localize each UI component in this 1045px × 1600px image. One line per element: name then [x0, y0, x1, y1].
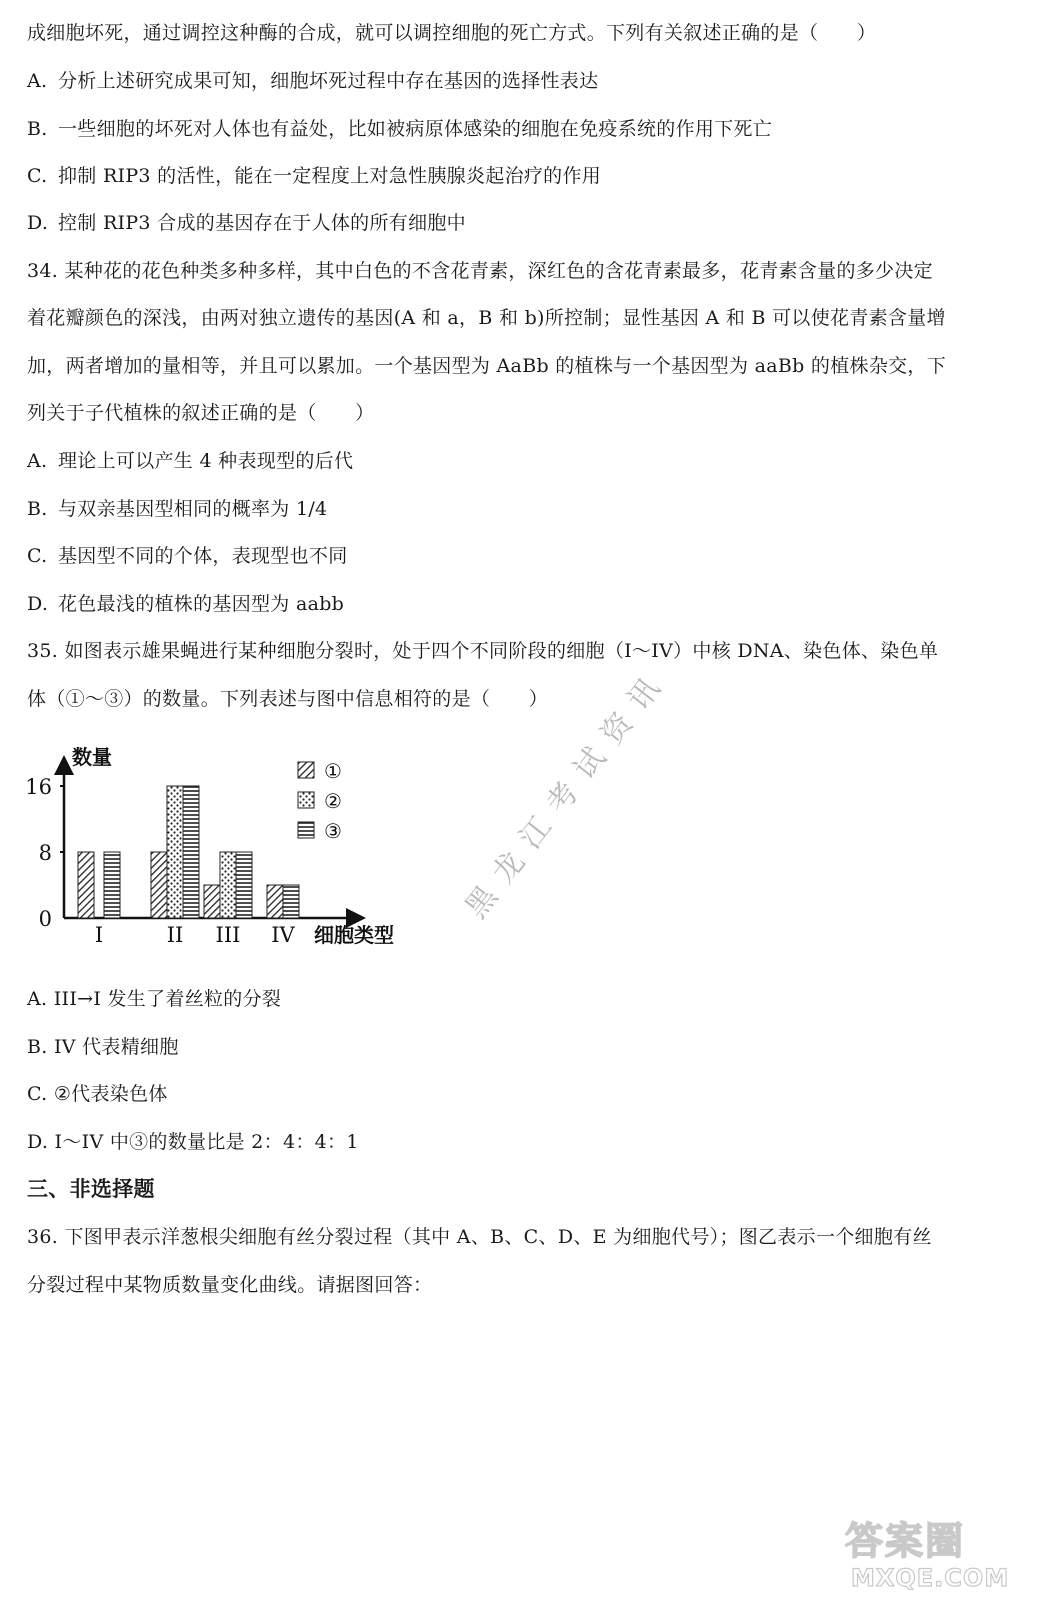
option-text: IV 代表精细胞 [53, 1036, 179, 1058]
y-tick-label: 0 [38, 907, 52, 931]
option-text: 抑制 RIP3 的活性，能在一定程度上对急性胰腺炎起治疗的作用 [58, 165, 602, 187]
option-letter: D. [27, 212, 49, 234]
option-letter: A. [27, 450, 48, 472]
option-letter: C. [27, 1083, 48, 1105]
q35-option-b [27, 1034, 179, 1060]
q33-option-d [27, 210, 466, 236]
q33-option-c [27, 163, 601, 189]
svg-text:答案圈: 答案圈 [845, 1519, 966, 1563]
bar [183, 786, 199, 918]
x-tick-label: II [166, 923, 184, 947]
option-letter: C. [27, 545, 48, 567]
bar [220, 852, 236, 918]
legend-label: ① [324, 759, 342, 783]
q34-option-c [27, 543, 348, 569]
x-tick-label: III [215, 923, 241, 947]
option-letter: A. [27, 70, 48, 92]
bar [283, 885, 299, 918]
svg-text:MXQE.COM: MXQE.COM [851, 1564, 1010, 1590]
bar [204, 885, 220, 918]
section-title: 三、非选择题 [27, 1177, 155, 1201]
logo-svg [837, 1510, 1027, 1590]
chart-svg [26, 738, 406, 953]
option-letter: D. [27, 1131, 49, 1153]
option-letter: C. [27, 165, 48, 187]
watermark-text: 黑龙江考试资讯 [458, 660, 676, 925]
x-tick-label: I [94, 923, 104, 947]
q34-stem-line: 加，两者增加的量相等，并且可以累加。一个基因型为 AaBb 的植株与一个基因型为 aaBb 的植株杂交，下 [27, 355, 947, 377]
q35-stem-line: 35. 如图表示雄果蝇进行某种细胞分裂时，处于四个不同阶段的细胞（I～IV）中核 DNA、染色体、染色单 [27, 640, 939, 662]
q33-stem-tail: 成细胞坏死，通过调控这种酶的合成，就可以调控细胞的死亡方式。下列有关叙述正确的是（ ） [27, 22, 877, 44]
site-logo [837, 1510, 1027, 1590]
q34-option-d [27, 591, 344, 617]
q34-option-b [27, 496, 327, 522]
q35-option-a [27, 986, 281, 1012]
option-text: I～IV 中③的数量比是 2：4：4：1 [54, 1131, 359, 1153]
y-tick-label: 8 [38, 841, 52, 865]
legend-label: ③ [324, 819, 342, 843]
y-axis-label: 数量 [72, 745, 112, 769]
bar [236, 852, 252, 918]
bar [151, 852, 167, 918]
option-text: 花色最浅的植株的基因型为 aabb [58, 593, 345, 615]
q36-stem-line: 分裂过程中某物质数量变化曲线。请据图回答： [27, 1274, 433, 1296]
q36-stem-line: 36. 下图甲表示洋葱根尖细胞有丝分裂过程（其中 A、B、C、D、E 为细胞代号）；图乙表示一个细胞有丝 [27, 1226, 932, 1248]
cell-count-chart [26, 738, 406, 953]
q34-stem-line: 着花瓣颜色的深浅，由两对独立遗传的基因(A 和 a，B 和 b)所控制；显性基因 A 和 B 可以使花青素含量增 [27, 307, 946, 329]
bar [78, 852, 94, 918]
bar [104, 852, 120, 918]
bar [167, 786, 183, 918]
option-text: 理论上可以产生 4 种表现型的后代 [58, 450, 354, 472]
q34-stem-line: 34. 某种花的花色种类多种多样，其中白色的不含花青素，深红色的含花青素最多，花青素含量的多少决定 [27, 260, 933, 282]
q34-option-a [27, 448, 353, 474]
chart-bars [78, 786, 299, 918]
legend-label: ② [324, 789, 342, 813]
q35-stem-line: 体（①～③）的数量。下列表述与图中信息相符的是（ ） [27, 688, 549, 710]
chart-legend [298, 759, 342, 843]
option-letter: B. [27, 1036, 48, 1058]
option-letter: B. [27, 498, 48, 520]
q35-option-d [27, 1129, 359, 1155]
watermark-svg [440, 640, 700, 940]
option-letter: D. [27, 593, 49, 615]
legend-swatch [298, 792, 314, 808]
option-text: 分析上述研究成果可知，细胞坏死过程中存在基因的选择性表达 [58, 70, 599, 92]
option-text: III→I 发生了着丝粒的分裂 [53, 988, 282, 1010]
option-text: 一些细胞的坏死对人体也有益处，比如被病原体感染的细胞在免疫系统的作用下死亡 [58, 118, 773, 140]
bar [267, 885, 283, 918]
option-text: 控制 RIP3 合成的基因存在于人体的所有细胞中 [58, 212, 466, 234]
legend-swatch [298, 822, 314, 838]
option-text: ②代表染色体 [53, 1083, 168, 1105]
q33-option-a [27, 68, 598, 94]
x-axis-label: 细胞类型 [314, 923, 394, 947]
watermark [440, 640, 700, 940]
q35-option-c [27, 1081, 168, 1107]
y-tick-label: 16 [26, 775, 52, 799]
option-letter: B. [27, 118, 48, 140]
legend-swatch [298, 762, 314, 778]
option-text: 基因型不同的个体，表现型也不同 [58, 545, 348, 567]
option-text: 与双亲基因型相同的概率为 1/4 [58, 498, 328, 520]
x-tick-label: IV [271, 923, 295, 947]
q33-option-b [27, 116, 772, 142]
q34-stem-line: 列关于子代植株的叙述正确的是（ ） [27, 402, 375, 424]
option-letter: A. [27, 988, 48, 1010]
